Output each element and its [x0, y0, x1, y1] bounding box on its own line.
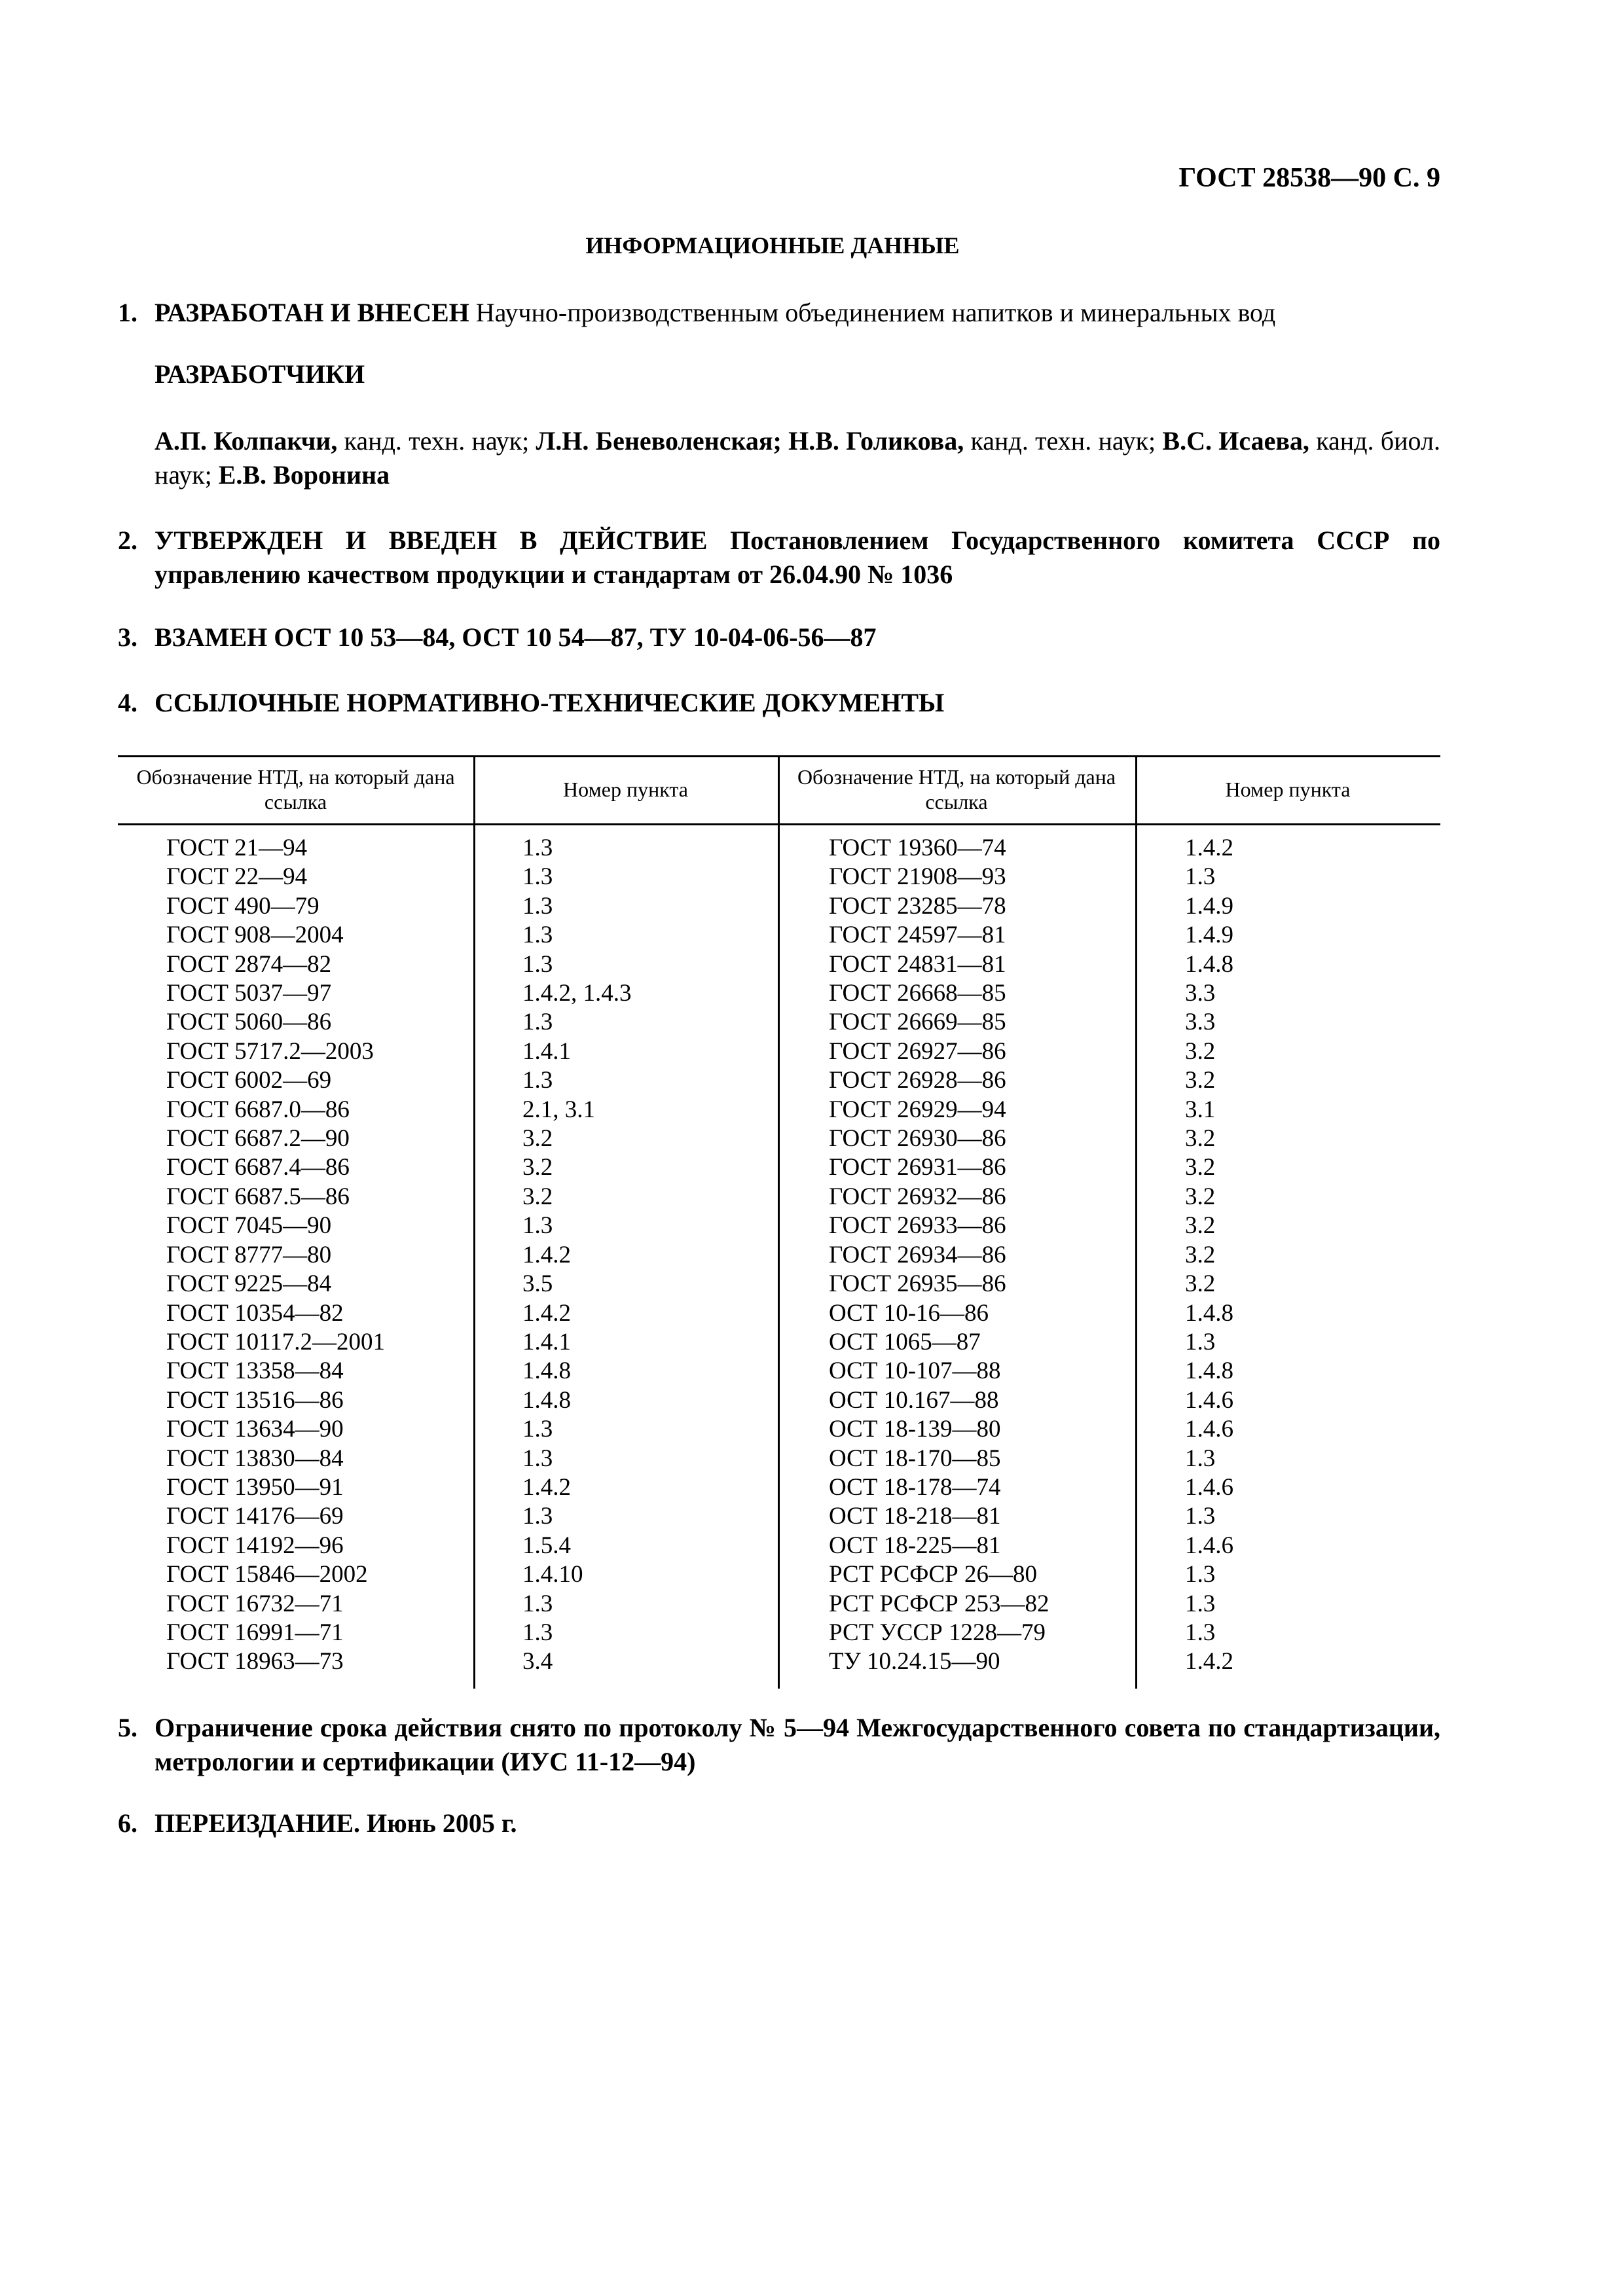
reference-documents-table: [118, 755, 1440, 1689]
table-clause-cell: 1.4.9: [1185, 892, 1233, 920]
table-doc-cell: ГОСТ 5037—97: [166, 980, 332, 1007]
table-clause-cell: 3.1: [1185, 1096, 1216, 1123]
table-clause-cell: 3.4: [522, 1648, 553, 1676]
table-doc-cell: ГОСТ 13950—91: [166, 1473, 344, 1501]
table-doc-cell: ГОСТ 21—94: [166, 834, 308, 861]
table-clause-cell: 1.4.8: [522, 1386, 571, 1414]
table-doc-cell: ОСТ 18-170—85: [829, 1444, 1001, 1472]
item-text: ССЫЛОЧНЫЕ НОРМАТИВНО-ТЕХНИЧЕСКИЕ ДОКУМЕНТЫ: [155, 688, 945, 717]
table-clause-cell: 1.3: [1185, 1328, 1216, 1355]
table-clause-cell: 1.4.1: [522, 1037, 571, 1065]
table-doc-cell: ГОСТ 26930—86: [829, 1125, 1006, 1153]
info-item-6: [118, 1806, 1440, 1840]
table-clause-cell: 1.4.8: [1185, 1299, 1233, 1327]
info-section-title: ИНФОРМАЦИОННЫЕ ДАННЫЕ: [585, 232, 960, 259]
table-clause-cell: 3.2: [522, 1125, 553, 1153]
table-clause-cell: 1.4.2: [522, 1299, 571, 1327]
table-clause-cell: 1.3: [1185, 1444, 1216, 1472]
table-doc-cell: ГОСТ 13634—90: [166, 1416, 344, 1443]
item-number: 4.: [118, 688, 137, 717]
table-doc-cell: ГОСТ 2874—82: [166, 950, 332, 978]
table-doc-cell: ГОСТ 26668—85: [829, 980, 1006, 1007]
table-doc-cell: ГОСТ 6687.5—86: [166, 1183, 350, 1210]
info-item-1: [118, 296, 1440, 330]
table-doc-cell: ГОСТ 13516—86: [166, 1386, 344, 1414]
item-number: 3.: [118, 622, 137, 652]
developer-degree: канд. биол. наук;: [155, 426, 1440, 490]
table-clause-cell: 1.3: [1185, 1590, 1216, 1617]
table-doc-cell: ГОСТ 6687.0—86: [166, 1096, 350, 1123]
table-doc-cell: ГОСТ 26669—85: [829, 1009, 1006, 1036]
table-clause-cell: 3.2: [1185, 1241, 1216, 1268]
table-doc-cell: ГОСТ 26934—86: [829, 1241, 1006, 1268]
table-clause-cell: 1.3: [522, 892, 553, 920]
table-doc-cell: ГОСТ 15846—2002: [166, 1561, 368, 1588]
table-clause-cell: 1.3: [1185, 863, 1216, 891]
table-clause-cell: 3.2: [522, 1154, 553, 1181]
developer-name: Е.В. Воронина: [218, 460, 390, 490]
table-clause-cell: 1.3: [522, 1212, 553, 1240]
item-body: [155, 296, 1440, 330]
table-doc-cell: ГОСТ 16991—71: [166, 1619, 344, 1646]
table-doc-cell: ГОСТ 13830—84: [166, 1444, 344, 1472]
table-doc-cell: ГОСТ 9225—84: [166, 1270, 332, 1298]
table-doc-cell: ОСТ 18-225—81: [829, 1532, 1001, 1559]
left-clauses-column: [522, 834, 632, 1677]
header-clause-number: Номер пункта: [1225, 778, 1351, 801]
column-divider: [778, 755, 780, 1689]
item-label: УТВЕРЖДЕН И ВВЕДЕН В ДЕЙСТВИЕ: [155, 526, 708, 555]
table-doc-cell: ГОСТ 18963—73: [166, 1648, 344, 1676]
table-clause-cell: 1.3: [522, 1503, 553, 1530]
left-docs-column: [166, 834, 385, 1677]
table-clause-cell: 1.4.2: [522, 1241, 571, 1268]
developer-name: Н.В. Голикова,: [788, 426, 964, 456]
item-number: 1.: [118, 298, 137, 327]
table-doc-cell: ОСТ 1065—87: [829, 1328, 981, 1355]
table-clause-cell: 1.4.2: [1185, 834, 1233, 861]
item-text: ПЕРЕИЗДАНИЕ. Июнь 2005 г.: [155, 1808, 517, 1838]
table-clause-cell: 3.2: [1185, 1212, 1216, 1240]
table-doc-cell: ТУ 10.24.15—90: [829, 1648, 1000, 1676]
developer-name: А.П. Колпакчи,: [155, 426, 338, 456]
table-doc-cell: ГОСТ 26929—94: [829, 1096, 1006, 1123]
table-clause-cell: 1.3: [1185, 1503, 1216, 1530]
table-doc-cell: ГОСТ 16732—71: [166, 1590, 344, 1617]
table-clause-cell: 1.4.6: [1185, 1416, 1233, 1443]
table-doc-cell: ГОСТ 23285—78: [829, 892, 1006, 920]
table-doc-cell: ОСТ 18-139—80: [829, 1416, 1001, 1443]
table-clause-cell: 2.1, 3.1: [522, 1096, 595, 1123]
table-clause-cell: 1.3: [522, 863, 553, 891]
table-doc-cell: РСТ РСФСР 253—82: [829, 1590, 1049, 1617]
table-doc-cell: ГОСТ 26928—86: [829, 1067, 1006, 1094]
table-doc-cell: ГОСТ 908—2004: [166, 922, 344, 949]
table-doc-cell: ГОСТ 24831—81: [829, 950, 1006, 978]
item-text: Ограничение срока действия снято по протоколу № 5—94 Межгосударственного совета по стандартизации, метрологии и сертификации (ИУС 11-12—94): [155, 1713, 1440, 1776]
table-doc-cell: РСТ РСФСР 26—80: [829, 1561, 1038, 1588]
table-doc-cell: ГОСТ 8777—80: [166, 1241, 332, 1268]
table-doc-cell: ОСТ 10.167—88: [829, 1386, 999, 1414]
table-clause-cell: 3.2: [522, 1183, 553, 1210]
table-clause-cell: 1.3: [1185, 1561, 1216, 1588]
table-doc-cell: ГОСТ 19360—74: [829, 834, 1006, 861]
table-clause-cell: 1.4.9: [1185, 922, 1233, 949]
item-number: 2.: [118, 526, 137, 555]
table-clause-cell: 1.3: [522, 950, 553, 978]
info-item-5: [118, 1711, 1440, 1779]
column-divider: [473, 755, 475, 1689]
table-doc-cell: ГОСТ 10117.2—2001: [166, 1328, 386, 1355]
item-body: [155, 524, 1440, 592]
table-clause-cell: 1.4.2: [1185, 1648, 1233, 1676]
right-docs-column: [829, 834, 1049, 1677]
table-doc-cell: ГОСТ 490—79: [166, 892, 319, 920]
table-clause-cell: 1.3: [522, 834, 553, 861]
info-item-3: [118, 620, 1440, 655]
table-doc-cell: ГОСТ 26935—86: [829, 1270, 1006, 1298]
table-doc-cell: ГОСТ 6002—69: [166, 1067, 332, 1094]
table-clause-cell: 3.3: [1185, 1009, 1216, 1036]
item-text: Постановлением Государственного комитета СССР по управлению качеством продукции и стандартам от 26.04.90 № 1036: [155, 526, 1441, 589]
developer-name: В.С. Исаева,: [1162, 426, 1309, 456]
developer-name: Л.Н. Беневоленская;: [536, 426, 789, 456]
table-clause-cell: 1.4.2, 1.4.3: [522, 980, 632, 1007]
table-clause-cell: 1.3: [522, 922, 553, 949]
table-doc-cell: ГОСТ 26932—86: [829, 1183, 1006, 1210]
table-doc-cell: ГОСТ 7045—90: [166, 1212, 332, 1240]
table-clause-cell: 1.3: [522, 1067, 553, 1094]
table-clause-cell: 1.4.6: [1185, 1386, 1233, 1414]
table-clause-cell: 1.4.6: [1185, 1473, 1233, 1501]
table-clause-cell: 1.4.10: [522, 1561, 583, 1588]
table-clause-cell: 1.3: [522, 1590, 553, 1617]
table-clause-cell: 1.5.4: [522, 1532, 571, 1559]
right-clauses-column: [1185, 834, 1233, 1677]
header-doc-designation: Обозначение НТД, на который дана ссылка: [136, 765, 455, 814]
table-clause-cell: 1.4.1: [522, 1328, 571, 1355]
table-clause-cell: 3.5: [522, 1270, 553, 1298]
developers-list: [155, 424, 1440, 492]
table-clause-cell: 1.4.2: [522, 1473, 571, 1501]
table-clause-cell: 3.2: [1185, 1067, 1216, 1094]
table-doc-cell: ГОСТ 14176—69: [166, 1503, 344, 1530]
table-doc-cell: ОСТ 18-218—81: [829, 1503, 1001, 1530]
table-clause-cell: 3.3: [1185, 980, 1216, 1007]
table-clause-cell: 1.3: [1185, 1619, 1216, 1646]
item-label: РАЗРАБОТАН И ВНЕСЕН: [155, 298, 469, 327]
table-clause-cell: 3.2: [1185, 1154, 1216, 1181]
header-clause-number: Номер пункта: [563, 778, 688, 801]
table-clause-cell: 1.3: [522, 1619, 553, 1646]
table-clause-cell: 1.3: [522, 1444, 553, 1472]
table-clause-cell: 1.3: [522, 1416, 553, 1443]
table-doc-cell: РСТ УССР 1228—79: [829, 1619, 1046, 1646]
page-header: ГОСТ 28538—90 С. 9: [1178, 163, 1440, 193]
table-doc-cell: ОСТ 18-178—74: [829, 1473, 1001, 1501]
table-doc-cell: ГОСТ 6687.4—86: [166, 1154, 350, 1181]
column-divider: [1135, 755, 1137, 1689]
table-doc-cell: ГОСТ 26933—86: [829, 1212, 1006, 1240]
table-clause-cell: 3.2: [1185, 1270, 1216, 1298]
table-clause-cell: 1.4.8: [1185, 950, 1233, 978]
table-clause-cell: 3.2: [1185, 1183, 1216, 1210]
table-clause-cell: 1.3: [522, 1009, 553, 1036]
table-doc-cell: ГОСТ 10354—82: [166, 1299, 344, 1327]
item-number: 6.: [118, 1808, 137, 1838]
item-text: Научно-производственным объединением напитков и минеральных вод: [469, 298, 1276, 327]
table-doc-cell: ГОСТ 6687.2—90: [166, 1125, 350, 1153]
item-text: ВЗАМЕН ОСТ 10 53—84, ОСТ 10 54—87, ТУ 10-04-06-56—87: [155, 622, 877, 652]
table-clause-cell: 1.4.8: [1185, 1357, 1233, 1385]
table-doc-cell: ГОСТ 5060—86: [166, 1009, 332, 1036]
info-item-4: [118, 686, 1440, 720]
item-number: 5.: [118, 1713, 137, 1742]
table-doc-cell: ГОСТ 14192—96: [166, 1532, 344, 1559]
header-doc-designation: Обозначение НТД, на который дана ссылка: [797, 765, 1116, 814]
developer-degree: канд. техн. наук;: [964, 426, 1163, 456]
table-doc-cell: ГОСТ 21908—93: [829, 863, 1006, 891]
info-item-2: [118, 524, 1440, 592]
table-doc-cell: ГОСТ 26927—86: [829, 1037, 1006, 1065]
table-doc-cell: ОСТ 10-16—86: [829, 1299, 989, 1327]
table-doc-cell: ГОСТ 22—94: [166, 863, 308, 891]
table-clause-cell: 3.2: [1185, 1125, 1216, 1153]
table-doc-cell: ОСТ 10-107—88: [829, 1357, 1001, 1385]
table-clause-cell: 1.4.6: [1185, 1532, 1233, 1559]
table-clause-cell: 3.2: [1185, 1037, 1216, 1065]
table-doc-cell: ГОСТ 5717.2—2003: [166, 1037, 374, 1065]
table-doc-cell: ГОСТ 26931—86: [829, 1154, 1006, 1181]
table-doc-cell: ГОСТ 13358—84: [166, 1357, 344, 1385]
table-clause-cell: 1.4.8: [522, 1357, 571, 1385]
table-doc-cell: ГОСТ 24597—81: [829, 922, 1006, 949]
developer-degree: канд. техн. наук;: [337, 426, 536, 456]
developers-heading: РАЗРАБОТЧИКИ: [155, 359, 365, 389]
